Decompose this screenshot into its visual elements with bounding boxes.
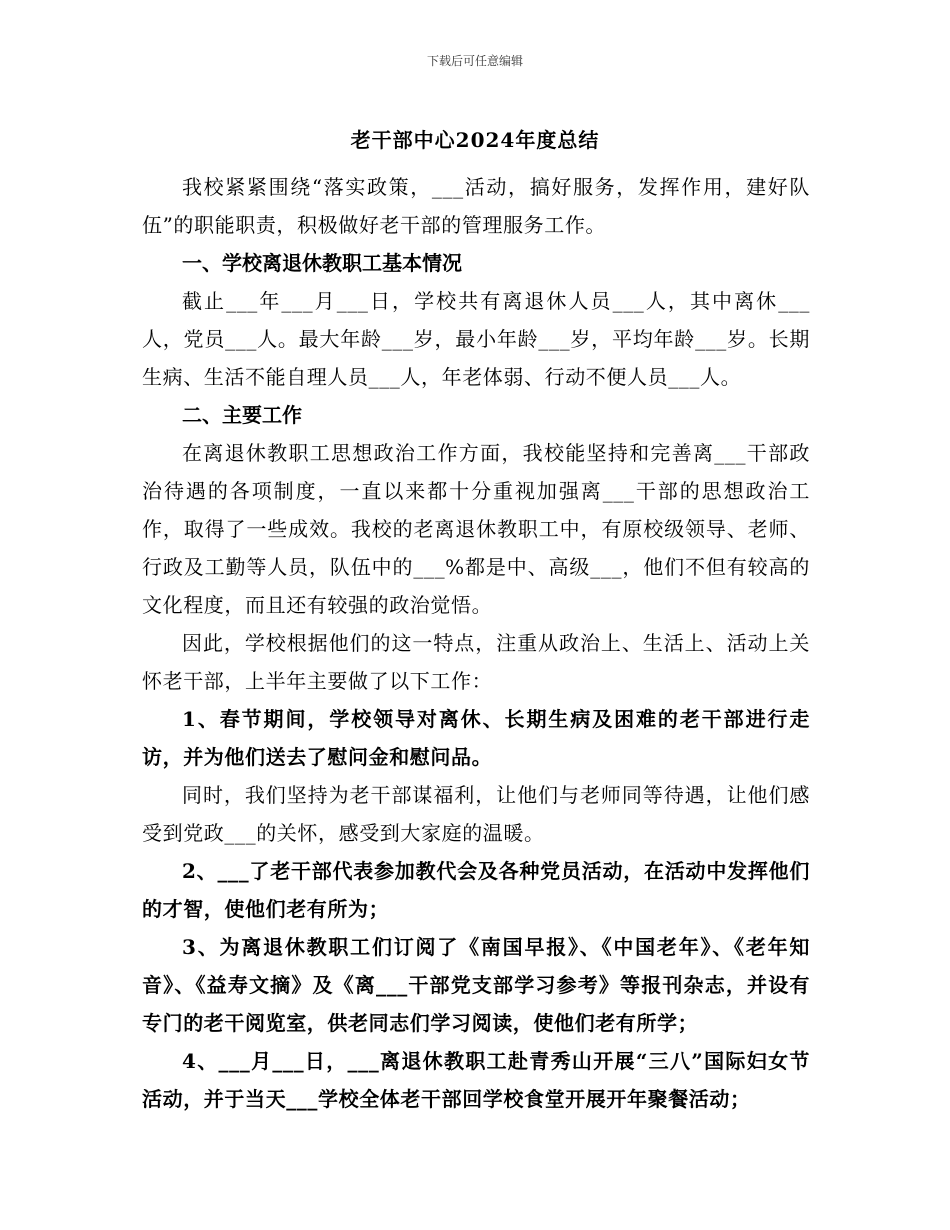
header-note: 下载后可任意编辑 [426, 54, 523, 68]
welfare-paragraph: 同时，我们坚持为老干部谋福利，让他们与老师同等待遇，让他们感受到党政___的关怀，感受到大家庭的温暖。 [142, 783, 810, 845]
political-work-paragraph: 在离退休教职工思想政治工作方面，我校能坚持和完善离___干部政治待遇的各项制度，一直以来都十分重视加强离___干部的思想政治工作，取得了一些成效。我校的老离退休教职工中，有原校级领导、老师、行政及工勤等人员，队伍中的___%都是中、高级___，他们不但有较高的文化程度，而且还有较强的政治觉悟。 [142, 441, 810, 617]
work-item-3: 3、为离退休教职工们订阅了《南国早报》、《中国老年》、《老年知音》、《益寿文摘》及《离___干部党支部学习参考》等报刊杂志，并设有专门的老干阅览室，供老同志们学习阅读，使他们老有所学； [142, 935, 810, 1035]
intro-paragraph: 我校紧紧围绕“落实政策，___活动，搞好服务，发挥作用，建好队伍”的职能职责，积极做好老干部的管理服务工作。 [142, 175, 810, 237]
document-body [142, 168, 810, 1118]
work-item-4: 4、___月___日，___离退休教职工赴青秀山开展“三八”国际妇女节活动，并于当天___学校全体老干部回学校食堂开展开年聚餐活动； [142, 1049, 810, 1111]
section-heading-main-work: 二、主要工作 [182, 403, 302, 427]
therefore-paragraph: 因此，学校根据他们的这一特点，注重从政治上、生活上、活动上关怀老干部，上半年主要做了以下工作： [142, 631, 810, 693]
basic-info-paragraph: 截止___年___月___日，学校共有离退休人员___人，其中离休___人，党员___人。最大年龄___岁，最小年龄___岁，平均年龄___岁。长期生病、生活不能自理人员___人，年老体弱、行动不便人员___人。 [142, 289, 810, 389]
work-item-2: 2、___了老干部代表参加教代会及各种党员活动，在活动中发挥他们的才智，使他们老有所为； [142, 859, 810, 921]
document-title: 老干部中心2024年度总结 [350, 128, 600, 152]
work-item-1: 1、春节期间，学校领导对离休、长期生病及困难的老干部进行走访，并为他们送去了慰问金和慰问品。 [142, 707, 810, 769]
section-heading-basic-info: 一、学校离退休教职工基本情况 [182, 251, 462, 275]
